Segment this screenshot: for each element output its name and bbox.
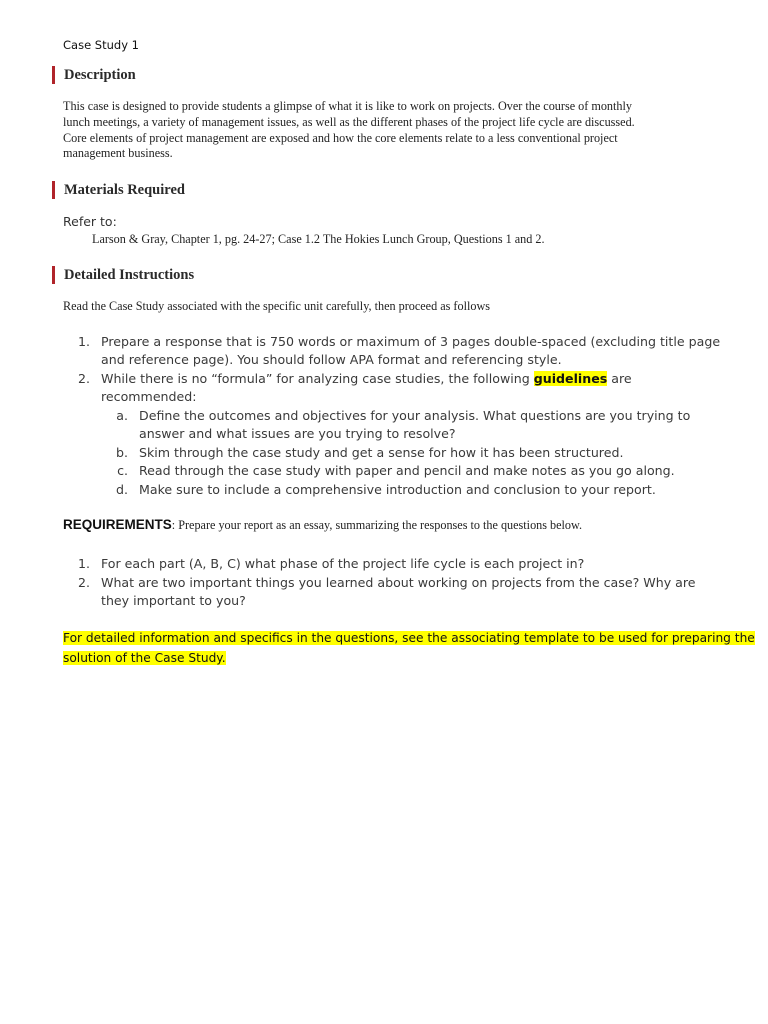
note-line: For detailed information and specifics in the questions, see the associating template to be used for preparing the: [63, 631, 755, 645]
reference-text: Larson & Gray, Chapter 1, pg. 24-27; Case 1.2 The Hokies Lunch Group, Questions 1 and 2.: [92, 232, 545, 246]
requirement-item-2-line: they important to you?: [101, 593, 246, 608]
description-line: management business.: [63, 146, 173, 161]
description-line: Core elements of project management are exposed and how the core elements relate to a less conventional project: [63, 130, 618, 145]
instruction-text: While there is no “formula” for analyzing case studies, the following: [101, 371, 530, 386]
requirements-text: : Prepare your report as an essay, summarizing the responses to the questions below.: [171, 518, 583, 532]
case-study-title: Case Study 1: [63, 38, 139, 52]
instruction-item-2-line: [101, 370, 632, 388]
subitem-b-line: Skim through the case study and get a sense for how it has been structured.: [139, 445, 624, 460]
description-heading: Description: [52, 66, 136, 84]
note-line: solution of the Case Study.: [63, 651, 226, 665]
requirements-label: REQUIREMENTS: [63, 517, 172, 532]
refer-label: Refer to:: [63, 214, 117, 229]
description-paragraph: [63, 99, 703, 162]
description-line: This case is designed to provide students a glimpse of what it is like to work on projects. Over the course of monthly: [63, 99, 632, 113]
subitem-a-line: answer and what issues are you trying to resolve?: [139, 426, 456, 441]
highlighted-note: [63, 628, 755, 668]
instructions-intro: Read the Case Study associated with the specific unit carefully, then proceed as follows: [63, 299, 490, 313]
materials-heading: Materials Required: [52, 181, 185, 199]
instruction-item-1-line: Prepare a response that is 750 words or maximum of 3 pages double-spaced (excluding title page: [101, 334, 721, 349]
requirement-item-2-line: What are two important things you learned about working on projects from the case? Why are: [101, 575, 696, 590]
requirements-line: [63, 517, 582, 533]
instructions-heading: Detailed Instructions: [52, 266, 194, 284]
instruction-item-2-line: recommended:: [101, 389, 197, 404]
subitem-c-line: Read through the case study with paper and pencil and make notes as you go along.: [139, 463, 675, 478]
requirement-item-1-line: For each part (A, B, C) what phase of the project life cycle is each project in?: [101, 556, 585, 571]
subitem-a-line: Define the outcomes and objectives for your analysis. What questions are you trying to: [139, 408, 691, 423]
document-page: Case Study 1 Description This case is designed to provide students a glimpse of what it is like to work on projects. Over the course of monthly lunch meetings, a variety of management issues, as well as the different phases of the project life cycle are discussed. Core elements of project management are exposed and how the core elements relate to a less conventional project management business. Materials Required Refer to: Larson & Gray, Chapter 1, pg. 24-27; Case 1.2 The Hokies Lunch Group, Questions 1 and 2. Detailed Instructions Read the Case Study associated with the specific unit carefully, then proceed as follows 1. Prepare a response that is 750 words or maximum of 3 pages double-spaced (excluding title page and reference page). You should follow APA format and referencing style. 2. While there is no “formula” for analyzing case studies, the following guidelines are recommended: a. Define the outcomes and objectives for your analysis. What questions are you trying to answer and what issues are you trying to resolve? b. Skim through the case study and get a sense for how it has been structured. c. Read through the case study with paper and pencil and make notes as you go along. d. Make sure to include a comprehensive introduction and conclusion to your report. REQUIREMENTS: Prepare your report as an essay, summarizing the responses to the questions below. 1. For each part (A, B, C) what phase of the project life cycle is each project in? 2. What are two important things you learned about working on projects from the case? Why are they important to you? For detailed information and specifics in the questions, see the associating template to be used for preparing the solution of the Case Study.: [0, 0, 768, 1024]
instruction-item-1-line: and reference page). You should follow APA format and referencing style.: [101, 352, 562, 367]
description-line: lunch meetings, a variety of management issues, as well as the different phases of the project life cycle are discussed.: [63, 114, 635, 129]
guidelines-highlight: guidelines: [533, 371, 608, 386]
instruction-text: are: [611, 371, 632, 386]
subitem-d-line: Make sure to include a comprehensive introduction and conclusion to your report.: [139, 482, 656, 497]
